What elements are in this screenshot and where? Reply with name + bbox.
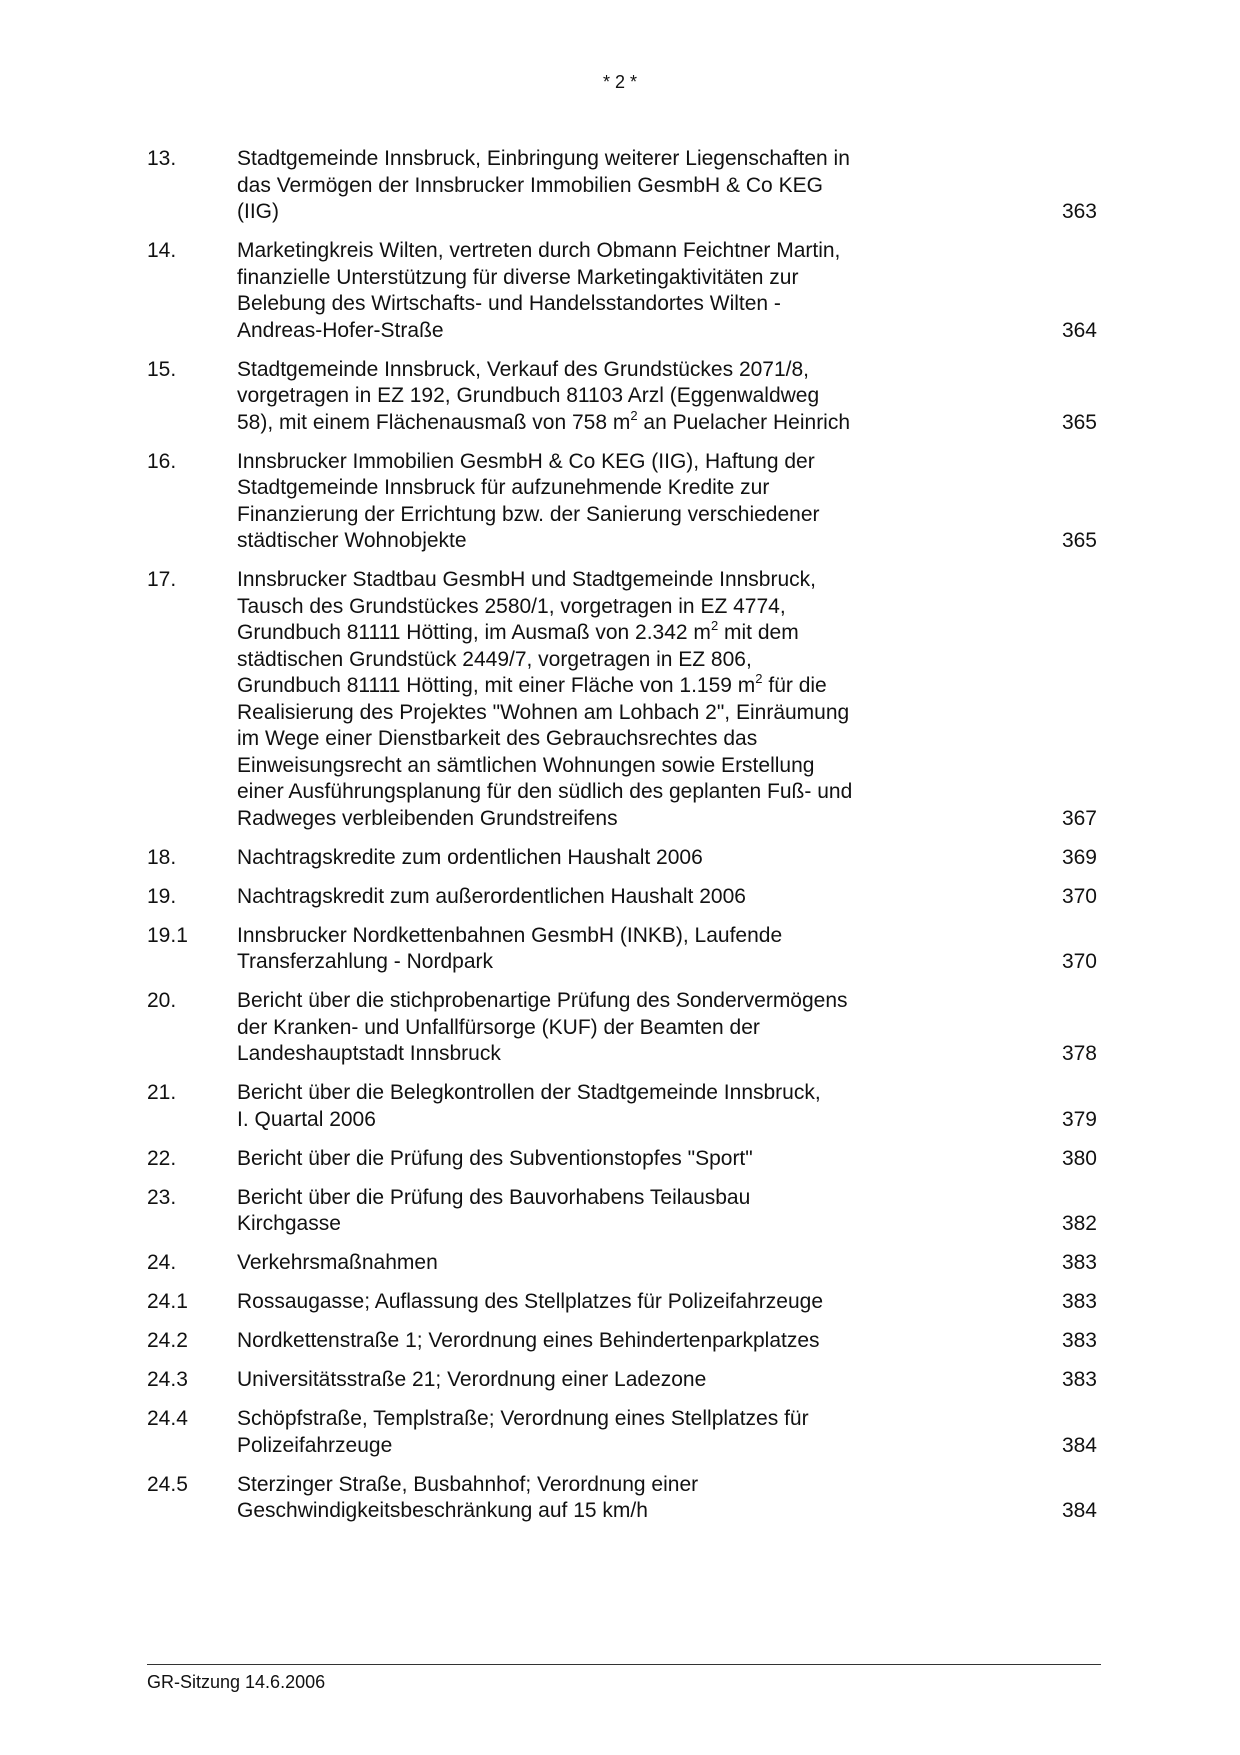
toc-entry	[147, 884, 1101, 911]
toc-entry	[147, 1472, 1101, 1525]
toc-entry-title	[237, 988, 927, 1068]
toc-entry-title-line: Transferzahlung - Nordpark	[237, 950, 493, 973]
toc-entry-title-line: 58), mit einem Flächenausmaß von 758 $m^2$ an Puelacher Heinrich	[237, 407, 851, 434]
toc-entry-page: 369	[1061, 845, 1097, 869]
toc-entry-page: 380	[1061, 1146, 1097, 1170]
toc-entry-title-line: Einweisungsrecht an sämtlichen Wohnungen sowie Erstellung	[237, 753, 815, 777]
toc-entry-page: 378	[1061, 1042, 1097, 1065]
toc-entry-number: 20.	[147, 989, 177, 1012]
footer-divider	[147, 1664, 1101, 1665]
table-of-contents	[147, 146, 1101, 1537]
toc-entry-title-line: Polizeifahrzeuge	[237, 1433, 393, 1457]
toc-entry-title-line: Marketingkreis Wilten, vertreten durch Obmann Feichtner Martin,	[237, 239, 841, 262]
toc-entry-title-line: Bericht über die Prüfung des Subventionstopfes "Sport"	[237, 1146, 753, 1170]
toc-entry	[147, 1185, 1101, 1238]
toc-entry-title	[237, 884, 927, 911]
toc-entry-title	[237, 923, 927, 976]
toc-entry	[147, 1289, 1101, 1316]
toc-entry-title	[237, 1185, 927, 1238]
toc-entry-title-line: Schöpfstraße, Templstraße; Verordnung eines Stellplatzes für	[237, 1407, 809, 1430]
toc-entry-title-line: Finanzierung der Errichtung bzw. der Sanierung verschiedener	[237, 502, 820, 526]
toc-entry-title-line: städtischer Wohnobjekte	[237, 529, 467, 552]
toc-entry-number: 22.	[147, 1146, 177, 1170]
toc-entry-title-line: Geschwindigkeitsbeschränkung auf 15 km/h	[237, 1499, 648, 1522]
toc-entry-title	[237, 357, 927, 437]
toc-entry-page: 365	[1061, 529, 1097, 552]
toc-entry	[147, 1367, 1101, 1394]
toc-entry-title-line: Nachtragskredit zum außerordentlichen Haushalt 2006	[237, 884, 746, 908]
footer-session-date: GR-Sitzung 14.6.2006	[147, 1672, 326, 1692]
toc-entry-title	[237, 567, 927, 832]
toc-entry-title-line: Sterzinger Straße, Busbahnhof; Verordnung einer	[237, 1472, 699, 1496]
toc-entry-page: 384	[1061, 1499, 1097, 1522]
toc-entry-page: 363	[1061, 200, 1097, 223]
toc-entry-number: 18.	[147, 845, 177, 869]
toc-entry	[147, 1406, 1101, 1459]
toc-entry-title-line: I. Quartal 2006	[237, 1107, 376, 1131]
toc-entry-title-line: Stadtgemeinde Innsbruck für aufzunehmende Kredite zur	[237, 476, 770, 499]
toc-entry-title-line: Landeshauptstadt Innsbruck	[237, 1042, 501, 1065]
toc-entry-page: 365	[1061, 410, 1097, 434]
toc-entry-number: 24.	[147, 1251, 177, 1274]
toc-entry-title	[237, 238, 927, 344]
toc-entry-title-line: Innsbrucker Stadtbau GesmbH und Stadtgemeinde Innsbruck,	[237, 568, 816, 591]
toc-entry-title-line: Grundbuch 81111 Hötting, mit einer Fläche von 1.159 $m^2$ für die	[237, 671, 827, 697]
toc-entry-page: 370	[1061, 950, 1097, 973]
toc-entry	[147, 567, 1101, 832]
toc-entry-title-line: Verkehrsmaßnahmen	[237, 1251, 438, 1274]
toc-entry-number: 16.	[147, 449, 177, 473]
toc-entry-title	[237, 1472, 927, 1525]
toc-entry-title	[237, 1328, 927, 1355]
toc-entry-number: 24.2	[147, 1329, 188, 1352]
toc-entry-title-line: (IIG)	[237, 200, 279, 223]
toc-entry	[147, 357, 1101, 437]
toc-entry-number: 17.	[147, 568, 177, 591]
toc-entry-number: 24.4	[147, 1407, 188, 1430]
toc-entry-page: 383	[1061, 1329, 1097, 1352]
toc-entry-title	[237, 1080, 927, 1133]
toc-entry-title-line: Innsbrucker Immobilien GesmbH & Co KEG (IIG), Haftung der	[237, 449, 815, 473]
toc-entry-title-line: Nordkettenstraße 1; Verordnung eines Behindertenparkplatzes	[237, 1329, 820, 1352]
toc-entry-title-line: Radweges verbleibenden Grundstreifens	[237, 806, 618, 830]
toc-entry-title-line: Stadtgemeinde Innsbruck, Einbringung weiterer Liegenschaften in	[237, 147, 850, 170]
toc-entry-title-line: finanzielle Unterstützung für diverse Marketingaktivitäten zur	[237, 265, 799, 289]
toc-entry-title	[237, 1289, 927, 1316]
toc-entry-title-line: Kirchgasse	[237, 1212, 341, 1235]
toc-entry-title	[237, 1146, 927, 1173]
toc-entry-number: 19.	[147, 884, 177, 908]
toc-entry-title-line: Bericht über die stichprobenartige Prüfung des Sondervermögens	[237, 989, 848, 1012]
toc-entry-title	[237, 449, 927, 555]
toc-entry-number: 24.3	[147, 1368, 188, 1391]
toc-entry-title-line: das Vermögen der Innsbrucker Immobilien GesmbH & Co KEG	[237, 173, 823, 197]
toc-entry-title	[237, 1250, 927, 1277]
toc-entry-page: 364	[1061, 318, 1097, 342]
toc-entry-title-line: Innsbrucker Nordkettenbahnen GesmbH (INKB), Laufende	[237, 923, 783, 947]
toc-entry-title-line: im Wege einer Dienstbarkeit des Gebrauchsrechtes das	[237, 727, 758, 750]
toc-entry	[147, 845, 1101, 872]
toc-entry-title	[237, 146, 927, 226]
toc-entry-title	[237, 1406, 927, 1459]
toc-entry	[147, 1328, 1101, 1355]
toc-entry-title-line: Realisierung des Projektes "Wohnen am Lohbach 2", Einräumung	[237, 700, 850, 724]
toc-entry-page: 384	[1061, 1433, 1097, 1457]
toc-entry-page: 367	[1061, 806, 1097, 830]
toc-entry-page: 370	[1061, 884, 1097, 908]
toc-entry	[147, 1250, 1101, 1277]
toc-entry	[147, 1080, 1101, 1133]
toc-entry	[147, 988, 1101, 1068]
toc-entry-title-line: Rossaugasse; Auflassung des Stellplatzes für Polizeifahrzeuge	[237, 1290, 824, 1313]
toc-entry-number: 14.	[147, 239, 177, 262]
toc-entry	[147, 1146, 1101, 1173]
toc-entry-title-line: Stadtgemeinde Innsbruck, Verkauf des Grundstückes 2071/8,	[237, 357, 810, 381]
toc-entry	[147, 146, 1101, 226]
toc-entry-title-line: einer Ausführungsplanung für den südlich des geplanten Fuß- und	[237, 780, 853, 803]
toc-entry-number: 24.5	[147, 1472, 188, 1496]
toc-entry-page: 383	[1061, 1251, 1097, 1274]
toc-entry-number: 21.	[147, 1081, 177, 1104]
toc-entry-title-line: Grundbuch 81111 Hötting, im Ausmaß von 2.342 $m^2$ mit dem	[237, 618, 799, 644]
toc-entry-page: 382	[1061, 1212, 1097, 1235]
toc-entry-page: 379	[1061, 1107, 1097, 1131]
toc-entry-title-line: Andreas-Hofer-Straße	[237, 318, 444, 342]
toc-entry-title-line: der Kranken- und Unfallfürsorge (KUF) der Beamten der	[237, 1015, 760, 1039]
toc-entry-title-line: Bericht über die Belegkontrollen der Stadtgemeinde Innsbruck,	[237, 1081, 821, 1104]
toc-entry-number: 19.1	[147, 923, 188, 947]
toc-entry-title-line: vorgetragen in EZ 192, Grundbuch 81103 Arzl (Eggenwaldweg	[237, 384, 820, 407]
toc-entry-number: 24.1	[147, 1290, 188, 1313]
toc-entry-number: 23.	[147, 1185, 177, 1209]
page-number: * 2 *	[602, 72, 638, 92]
toc-entry-title-line: Nachtragskredite zum ordentlichen Haushalt 2006	[237, 845, 703, 869]
toc-entry-title-line: Bericht über die Prüfung des Bauvorhabens Teilausbau	[237, 1185, 751, 1209]
toc-entry	[147, 449, 1101, 555]
toc-entry-title-line: städtischen Grundstück 2449/7, vorgetragen in EZ 806,	[237, 647, 752, 671]
toc-entry	[147, 923, 1101, 976]
toc-entry-page: 383	[1061, 1290, 1097, 1313]
toc-entry-number: 13.	[147, 147, 177, 170]
toc-entry-title-line: Universitätsstraße 21; Verordnung einer Ladezone	[237, 1368, 707, 1391]
toc-entry	[147, 238, 1101, 344]
toc-entry-title	[237, 845, 927, 872]
toc-entry-title-line: Tausch des Grundstückes 2580/1, vorgetragen in EZ 4774,	[237, 594, 786, 618]
toc-entry-title	[237, 1367, 927, 1394]
toc-entry-number: 15.	[147, 357, 177, 381]
toc-entry-title-line: Belebung des Wirtschafts- und Handelsstandortes Wilten -	[237, 292, 781, 315]
toc-entry-page: 383	[1061, 1368, 1097, 1391]
